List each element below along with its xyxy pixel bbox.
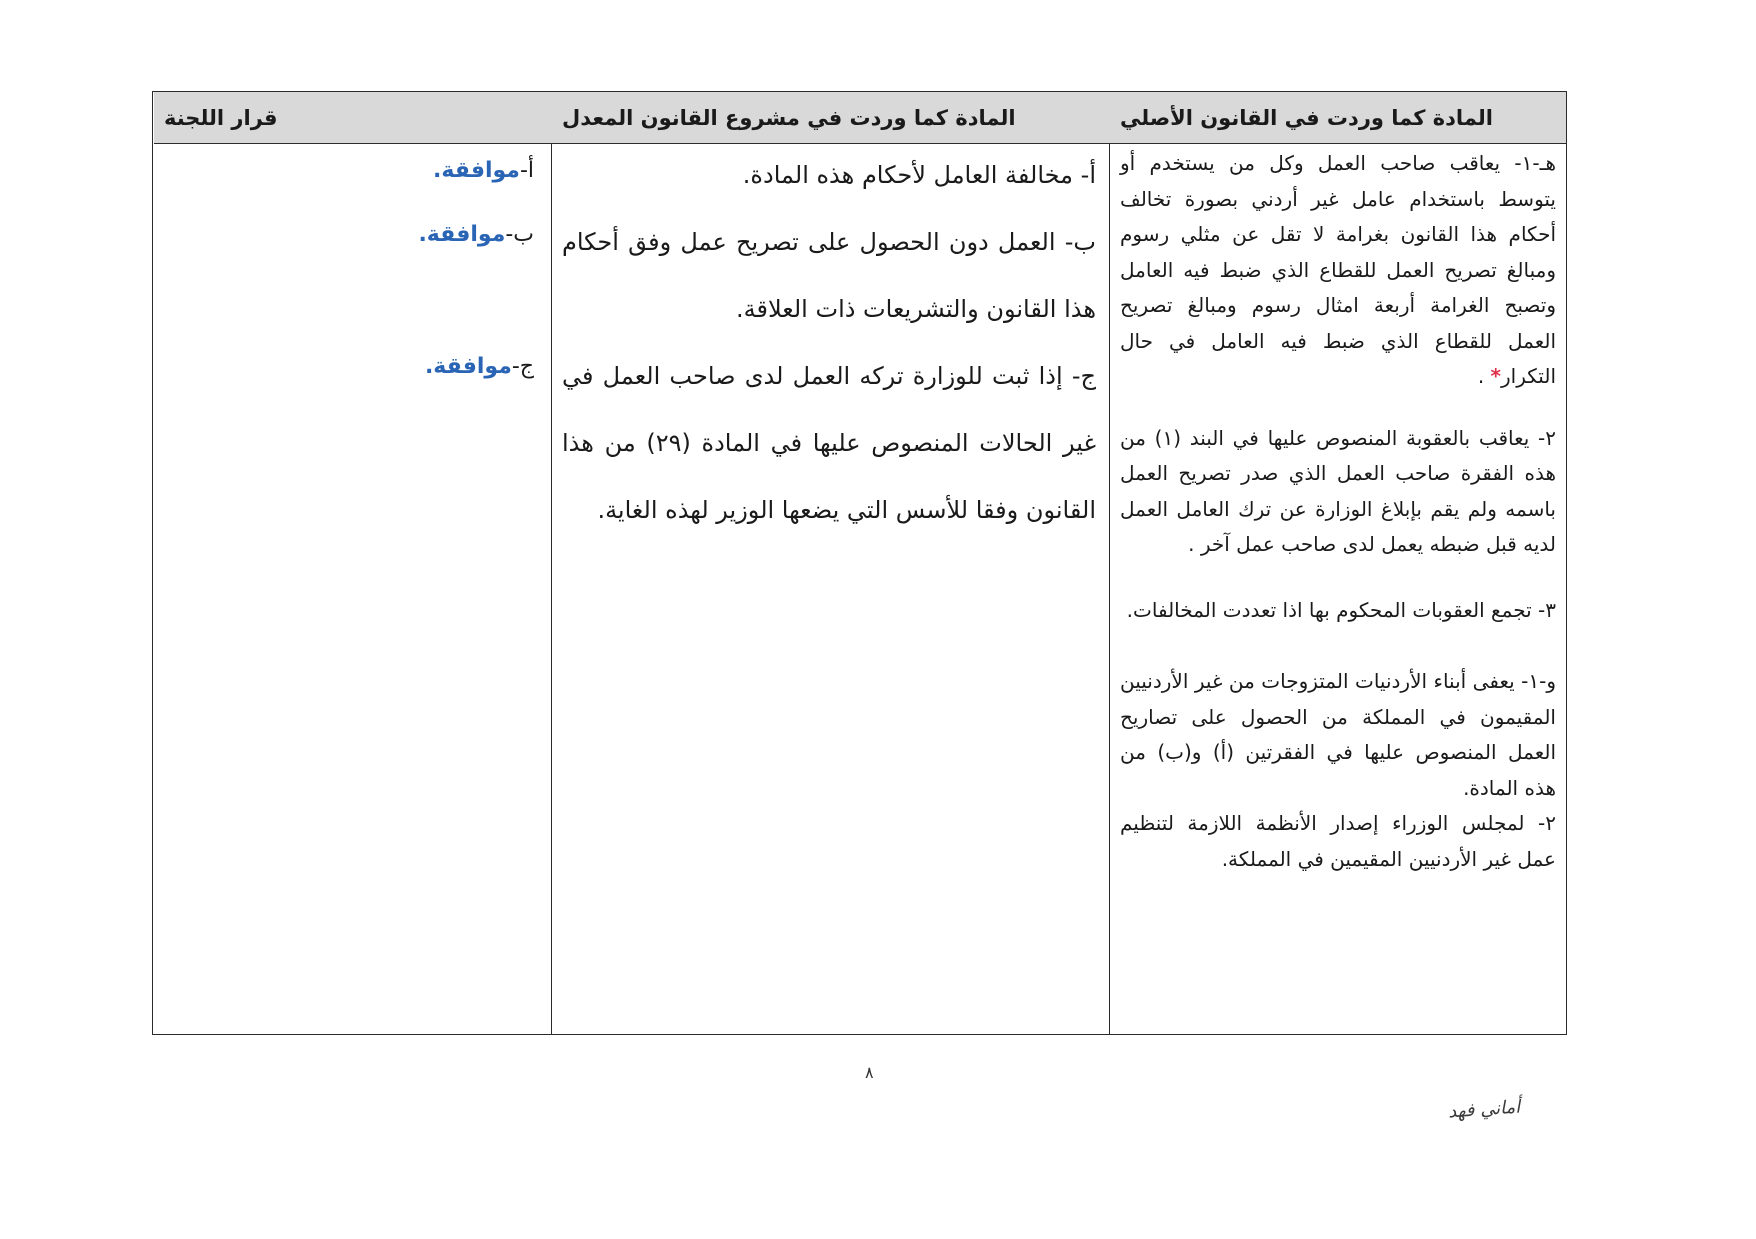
header-committee-decision <box>154 92 552 144</box>
asterisk-mark: * <box>1490 364 1502 388</box>
comparison-table <box>152 91 1567 1035</box>
amended-item-b: ب- العمل دون الحصول على تصريح عمل وفق أحكام هذا القانون والتشريعات ذات العلاقة. <box>562 228 1096 323</box>
original-paragraph-h3: ٣- تجمع العقوبات المحكوم بها اذا تعددت المخالفات. <box>1126 597 1556 622</box>
original-paragraph-w2: ٢- لمجلس الوزراء إصدار الأنظمة اللازمة لتنظيم عمل غير الأردنيين المقيمين في المملكة. <box>1120 811 1556 871</box>
decision-item: أ-موافقة. <box>433 158 534 183</box>
header-amended-label: المادة كما وردت في مشروع القانون المعدل <box>562 105 1016 130</box>
header-original-label: المادة كما وردت في القانون الأصلي <box>1120 105 1493 130</box>
column-divider <box>551 92 552 1034</box>
decision-item: ب-موافقة. <box>418 222 534 247</box>
amended-item-c: ج- إذا ثبت للوزارة تركه العمل لدى صاحب العمل في غير الحالات المنصوص عليها في المادة (٢٩) من هذا القانون وفقا للأسس التي يضعها الوزير لهذه الغاية. <box>562 362 1096 524</box>
decision-item: ج-موافقة. <box>424 354 534 379</box>
amended-item-a: أ- مخالفة العامل لأحكام هذه المادة. <box>742 161 1096 189</box>
handwritten-signature: أماني فهد <box>1447 1096 1521 1123</box>
original-paragraph-h2: ٢- يعاقب بالعقوبة المنصوص عليها في البند (١) من هذه الفقرة صاحب العمل الذي صدر تصريح العمل باسمه ولم يقم بإبلاغ الوزارة عن ترك العامل العمل لديه قبل ضبطه يعمل لدى صاحب عمل آخر . <box>1120 425 1556 556</box>
original-law-cell <box>1120 146 1556 877</box>
page-number: ٨ <box>865 1063 874 1082</box>
header-decision-label: قرار اللجنة <box>164 105 278 130</box>
column-divider <box>1109 92 1110 1034</box>
original-paragraph-h1: هـ-١- يعاقب صاحب العمل وكل من يستخدم أو يتوسط باستخدام عامل غير أردني بصورة تخالف أحكام هذا القانون بغرامة لا تقل عن مثلي رسوم ومبالغ تصريح العمل للقطاع الذي ضبط فيه العامل وتصبح الغرامة أربعة امثال رسوم ومبالغ تصريح العمل للقطاع الذي ضبط فيه العامل في حال التكرار* . <box>1120 151 1556 388</box>
original-paragraph-w1: و-١- يعفى أبناء الأردنيات المتزوجات من غير الأردنيين المقيمون في المملكة من الحصول على تصاريح العمل المنصوص عليها في الفقرتين (أ) و(ب) من هذه المادة. <box>1120 669 1556 800</box>
amended-law-cell <box>562 142 1096 544</box>
header-amended-law <box>552 92 1110 144</box>
header-original-law <box>1110 92 1566 144</box>
